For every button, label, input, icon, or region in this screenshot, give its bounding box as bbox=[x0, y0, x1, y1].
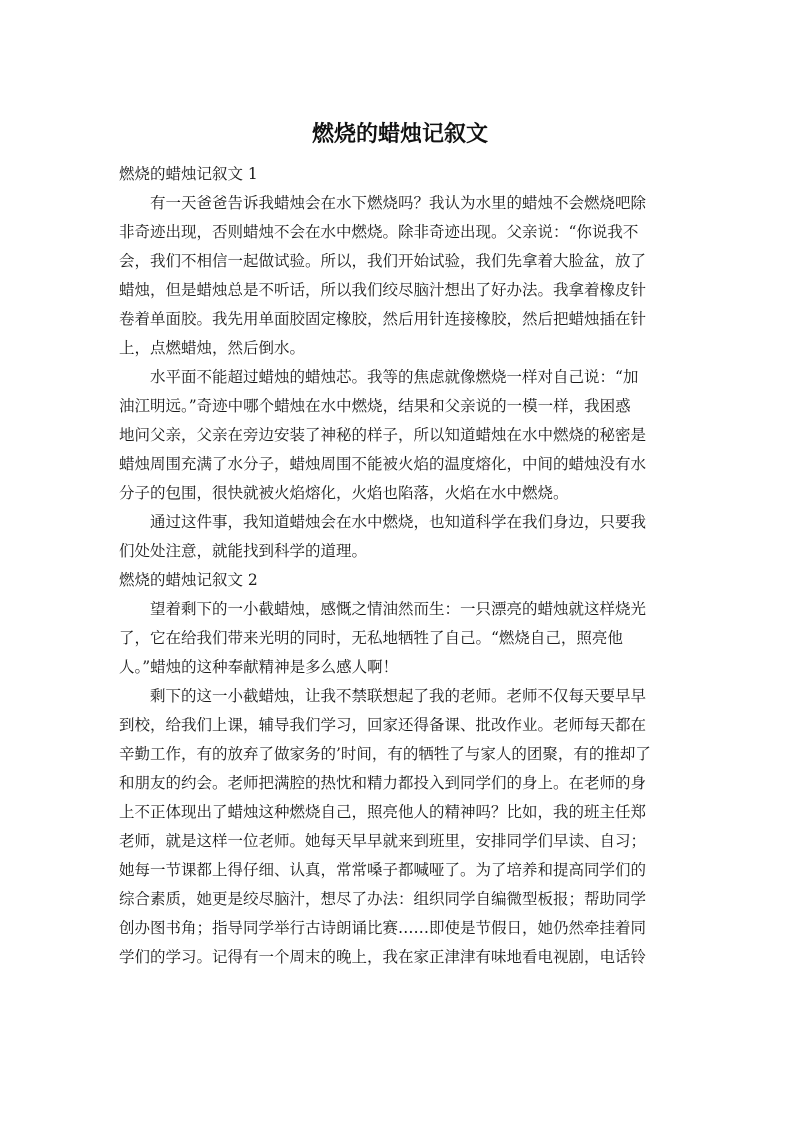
text-line: 学们的学习。记得有一个周末的晚上，我在家正津津有味地看电视剧，电话铃 bbox=[119, 948, 647, 966]
text-line: 辛勤工作，有的放弃了做家务的’时间，有的牺牲了与家人的团聚，有的推却了 bbox=[119, 745, 651, 763]
paragraph bbox=[119, 682, 679, 972]
text-line: 油江明远。”奇迹中哪个蜡烛在水中燃烧，结果和父亲说的一模一样，我困惑 bbox=[119, 397, 631, 415]
text-line: 上，点燃蜡烛，然后倒水。 bbox=[119, 339, 306, 357]
text-line: 综合素质，她更是绞尽脑汁，想尽了办法：组织同学自编微型板报；帮助同学 bbox=[119, 890, 647, 908]
text-line: 人。”蜡烛的这种奉献精神是多么感人啊！ bbox=[119, 658, 399, 676]
text-line: 会，我们不相信一起做试验。所以，我们开始试验，我们先拿着大脸盆，放了 bbox=[119, 252, 647, 270]
text-line: 和朋友的约会。老师把满腔的热忱和精力都投入到同学们的身上。在老师的身 bbox=[119, 774, 647, 792]
text-line: 了，它在给我们带来光明的同时，无私地牺牲了自己。“燃烧自己，照亮他 bbox=[119, 629, 623, 647]
document-body bbox=[119, 160, 679, 972]
text-line: 创办图书角；指导同学举行古诗朗诵比赛……即使是节假日，她仍然牵挂着同 bbox=[119, 919, 647, 937]
text-line: 们处处注意，就能找到科学的道理。 bbox=[119, 542, 368, 560]
text-line: 水平面不能超过蜡烛的蜡烛芯。我等的焦虑就像燃烧一样对自己说：“加 bbox=[150, 368, 639, 386]
text-line: 到校，给我们上课，辅导我们学习，回家还得备课、批改作业。老师每天都在 bbox=[119, 716, 647, 734]
section-heading-1: 燃烧的蜡烛记叙文 1 bbox=[119, 165, 258, 183]
text-line: 老师，就是这样一位老师。她每天早早就来到班里，安排同学们早读、自习； bbox=[119, 832, 647, 850]
text-line: 非奇迹出现，否则蜡烛不会在水中燃烧。除非奇迹出现。父亲说：“你说我不 bbox=[119, 223, 639, 241]
paragraph bbox=[119, 595, 679, 682]
text-line: 卷着单面胶。我先用单面胶固定橡胶，然后用针连接橡胶，然后把蜡烛插在针 bbox=[119, 310, 647, 328]
text-line: 分子的包围，很快就被火焰熔化，火焰也陷落，火焰在水中燃烧。 bbox=[119, 484, 569, 502]
text-line: 她每一节课都上得仔细、认真，常常嗓子都喊哑了。为了培养和提高同学们的 bbox=[119, 861, 647, 879]
paragraph bbox=[119, 508, 679, 566]
section-heading-2: 燃烧的蜡烛记叙文 2 bbox=[119, 571, 258, 589]
text-line: 上不正体现出了蜡烛这种燃烧自己，照亮他人的精神吗？比如，我的班主任郑 bbox=[119, 803, 647, 821]
text-line: 通过这件事，我知道蜡烛会在水中燃烧，也知道科学在我们身边，只要我 bbox=[150, 513, 647, 531]
paragraph bbox=[119, 363, 679, 508]
text-line: 有一天爸爸告诉我蜡烛会在水下燃烧吗？我认为水里的蜡烛不会燃烧吧除 bbox=[150, 194, 647, 212]
text-line: 蜡烛，但是蜡烛总是不听话，所以我们绞尽脑汁想出了好办法。我拿着橡皮针 bbox=[119, 281, 647, 299]
document-title: 燃烧的蜡烛记叙文 bbox=[311, 122, 488, 147]
text-line: 望着剩下的一小截蜡烛，感慨之情油然而生：一只漂亮的蜡烛就这样烧光 bbox=[150, 600, 647, 618]
paragraph bbox=[119, 189, 679, 363]
text-line: 剩下的这一小截蜡烛，让我不禁联想起了我的老师。老师不仅每天要早早 bbox=[150, 687, 647, 705]
text-line: 蜡烛周围充满了水分子，蜡烛周围不能被火焰的温度熔化，中间的蜡烛没有水 bbox=[119, 455, 647, 473]
text-line: 地问父亲，父亲在旁边安装了神秘的样子，所以知道蜡烛在水中燃烧的秘密是 bbox=[119, 426, 647, 444]
